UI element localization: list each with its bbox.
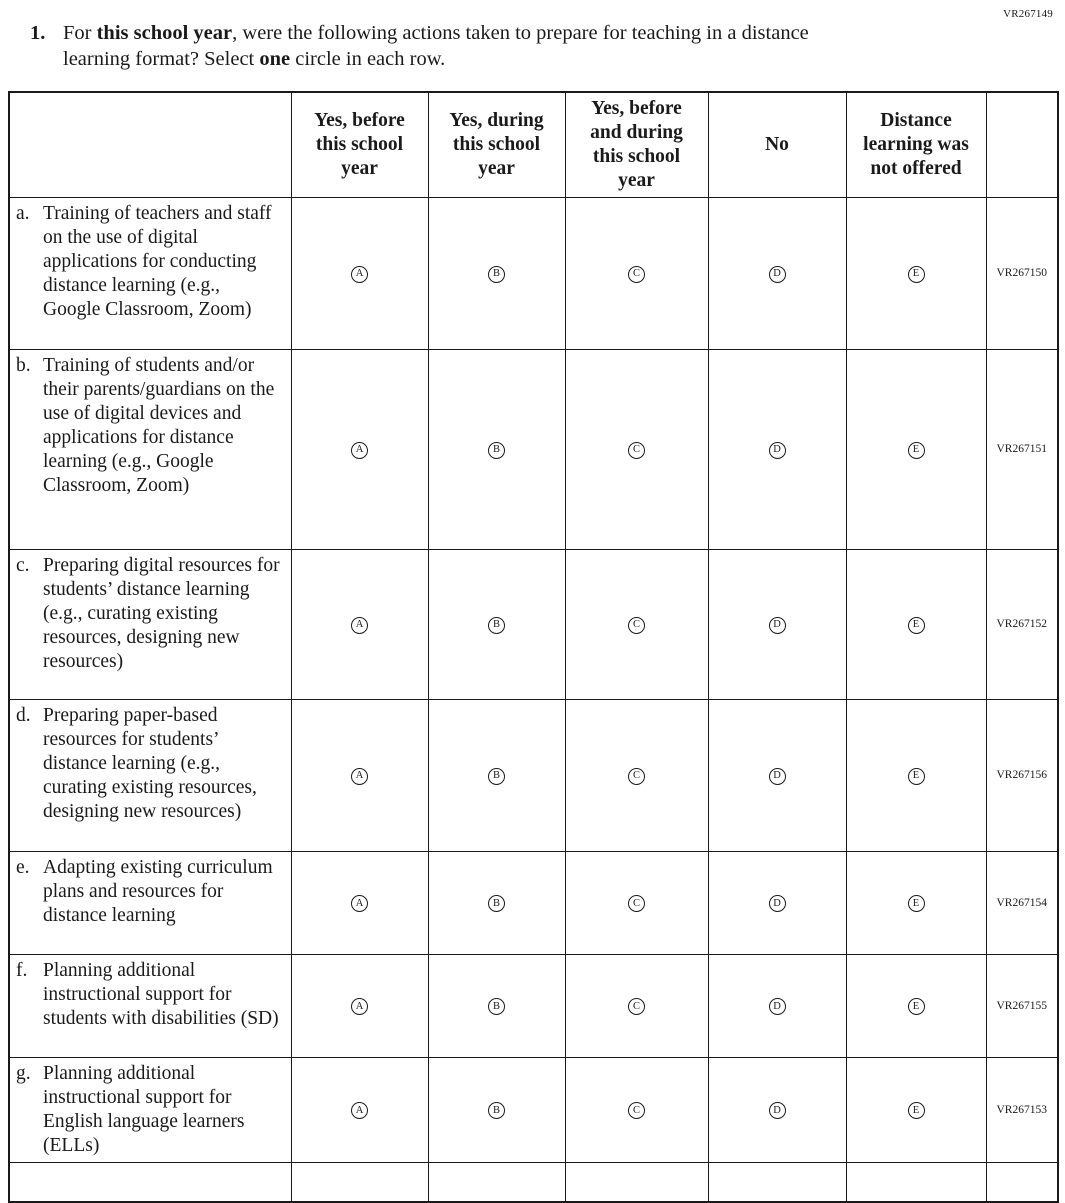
answer-bubble-b[interactable]: B <box>488 617 505 634</box>
answer-bubble-b[interactable]: B <box>488 768 505 785</box>
option-cell-yes-before <box>291 699 428 851</box>
question <box>0 0 1065 72</box>
question-bold-this-school-year: this school year <box>96 22 233 44</box>
option-cell-yes-during <box>428 1057 565 1162</box>
answer-bubble-a[interactable]: A <box>351 442 368 459</box>
option-cell-not-offered <box>846 1057 986 1162</box>
row-code: VR267151 <box>996 443 1047 456</box>
row-stem-cell <box>9 954 291 1057</box>
answer-bubble-a[interactable]: A <box>351 895 368 912</box>
row-stem <box>16 1062 281 1158</box>
answer-bubble-c[interactable]: C <box>628 998 645 1015</box>
row-stem-cell <box>9 349 291 549</box>
header-empty-code <box>986 92 1058 197</box>
answer-bubble-c[interactable]: C <box>628 895 645 912</box>
option-cell-yes-before <box>291 197 428 349</box>
header-yes-during: Yes, during this school year <box>428 92 565 197</box>
answer-bubble-a[interactable]: A <box>351 617 368 634</box>
answer-bubble-d[interactable]: D <box>769 895 786 912</box>
row-code: VR267153 <box>996 1103 1047 1116</box>
row-text: Training of students and/or their parents/guardians on the use of digital devices and applications for distance learning (e.g., Google Classroom, Zoom) <box>43 354 275 496</box>
answer-bubble-d[interactable]: D <box>769 617 786 634</box>
answer-bubble-b[interactable]: B <box>488 895 505 912</box>
answer-bubble-b[interactable]: B <box>488 266 505 283</box>
option-cell-yes-before <box>291 549 428 699</box>
row-stem <box>16 554 281 674</box>
table-row <box>9 1057 1058 1162</box>
table-row <box>9 851 1058 954</box>
form-code: VR267149 <box>1003 8 1053 20</box>
question-table <box>8 91 1059 1203</box>
table-row <box>9 699 1058 851</box>
answer-bubble-c[interactable]: C <box>628 442 645 459</box>
row-letter: c. <box>16 554 30 576</box>
answer-bubble-c[interactable]: C <box>628 1102 645 1119</box>
partial-cell <box>846 1162 986 1202</box>
option-cell-yes-before-and-during <box>565 549 708 699</box>
option-cell-not-offered <box>846 349 986 549</box>
row-letter: e. <box>16 856 30 878</box>
row-stem-cell <box>9 699 291 851</box>
row-letter: b. <box>16 354 31 376</box>
question-bold-one: one <box>259 48 291 71</box>
option-cell-not-offered <box>846 699 986 851</box>
option-cell-yes-before-and-during <box>565 851 708 954</box>
table-row-partial <box>9 1162 1058 1202</box>
header-empty-stem <box>9 92 291 197</box>
row-text: Preparing digital resources for students’ distance learning (e.g., curating existing resources, designing new resources) <box>43 554 280 672</box>
header-yes-before: Yes, before this school year <box>291 92 428 197</box>
answer-bubble-e[interactable]: E <box>908 617 925 634</box>
row-stem-cell <box>9 549 291 699</box>
option-cell-yes-before <box>291 954 428 1057</box>
option-cell-no <box>708 699 846 851</box>
answer-bubble-b[interactable]: B <box>488 1102 505 1119</box>
answer-bubble-e[interactable]: E <box>908 1102 925 1119</box>
option-cell-yes-during <box>428 699 565 851</box>
option-cell-no <box>708 549 846 699</box>
row-stem <box>16 202 281 322</box>
header-no: No <box>708 92 846 197</box>
option-cell-no <box>708 851 846 954</box>
question-seg-2: , were the following actions taken to prepare for teaching in a distance learning format? Select <box>63 22 809 71</box>
row-stem <box>16 704 281 824</box>
row-letter: a. <box>16 202 30 224</box>
option-cell-yes-during <box>428 197 565 349</box>
answer-bubble-d[interactable]: D <box>769 442 786 459</box>
question-number: 1. <box>30 22 46 44</box>
question-seg-3: circle in each row. <box>290 48 446 71</box>
row-text: Adapting existing curriculum plans and resources for distance learning <box>43 856 273 926</box>
row-stem <box>16 354 281 498</box>
row-letter: f. <box>16 959 28 981</box>
partial-cell <box>565 1162 708 1202</box>
table-row <box>9 954 1058 1057</box>
answer-bubble-e[interactable]: E <box>908 442 925 459</box>
row-stem-cell <box>9 1057 291 1162</box>
table-body <box>9 197 1058 1202</box>
partial-cell <box>291 1162 428 1202</box>
answer-bubble-b[interactable]: B <box>488 442 505 459</box>
row-stem-cell <box>9 197 291 349</box>
option-cell-yes-before-and-during <box>565 197 708 349</box>
row-code: VR267150 <box>996 267 1047 280</box>
option-cell-yes-before <box>291 1057 428 1162</box>
option-cell-no <box>708 197 846 349</box>
row-stem <box>16 856 281 928</box>
option-cell-yes-during <box>428 349 565 549</box>
answer-bubble-e[interactable]: E <box>908 998 925 1015</box>
header-yes-before-and-during: Yes, before and during this school year <box>565 92 708 197</box>
row-text: Training of teachers and staff on the use of digital applications for conducting distance learning (e.g., Google Classroom, Zoom) <box>43 202 272 320</box>
answer-bubble-c[interactable]: C <box>628 266 645 283</box>
answer-bubble-d[interactable]: D <box>769 1102 786 1119</box>
header-distance-learning-not-offered: Distance learning was not offered <box>846 92 986 197</box>
row-letter: d. <box>16 704 31 726</box>
option-cell-yes-before-and-during <box>565 699 708 851</box>
answer-bubble-b[interactable]: B <box>488 998 505 1015</box>
option-cell-not-offered <box>846 197 986 349</box>
option-cell-no <box>708 1057 846 1162</box>
row-text: Planning additional instructional support for English language learners (ELLs) <box>43 1062 245 1156</box>
header-row <box>9 92 1058 197</box>
row-code-cell <box>986 349 1058 549</box>
question-seg-1: For <box>63 22 97 44</box>
option-cell-not-offered <box>846 549 986 699</box>
row-stem-cell <box>9 851 291 954</box>
option-cell-yes-during <box>428 851 565 954</box>
answer-bubble-e[interactable]: E <box>908 768 925 785</box>
option-cell-yes-during <box>428 549 565 699</box>
row-code-cell <box>986 1057 1058 1162</box>
answer-bubble-c[interactable]: C <box>628 768 645 785</box>
row-code-cell <box>986 197 1058 349</box>
answer-bubble-e[interactable]: E <box>908 266 925 283</box>
row-code: VR267154 <box>996 896 1047 909</box>
answer-bubble-a[interactable]: A <box>351 266 368 283</box>
table-row <box>9 349 1058 549</box>
answer-bubble-a[interactable]: A <box>351 998 368 1015</box>
question-text <box>63 20 881 72</box>
option-cell-yes-before <box>291 349 428 549</box>
row-code-cell <box>986 549 1058 699</box>
row-code: VR267155 <box>996 999 1047 1012</box>
row-code-cell <box>986 851 1058 954</box>
row-text: Planning additional instructional support for students with disabilities (SD) <box>43 959 279 1029</box>
option-cell-no <box>708 349 846 549</box>
row-stem <box>16 959 281 1031</box>
row-code-cell <box>986 699 1058 851</box>
answer-bubble-a[interactable]: A <box>351 768 368 785</box>
answer-bubble-a[interactable]: A <box>351 1102 368 1119</box>
option-cell-not-offered <box>846 851 986 954</box>
option-cell-yes-before <box>291 851 428 954</box>
answer-bubble-d[interactable]: D <box>769 768 786 785</box>
row-letter: g. <box>16 1062 31 1084</box>
row-code-cell <box>986 954 1058 1057</box>
option-cell-yes-before-and-during <box>565 954 708 1057</box>
option-cell-not-offered <box>846 954 986 1057</box>
option-cell-yes-during <box>428 954 565 1057</box>
row-text: Preparing paper-based resources for students’ distance learning (e.g., curating existing resources, designing new resources) <box>43 704 257 822</box>
table-row <box>9 549 1058 699</box>
answer-bubble-c[interactable]: C <box>628 617 645 634</box>
answer-bubble-d[interactable]: D <box>769 266 786 283</box>
answer-bubble-e[interactable]: E <box>908 895 925 912</box>
answer-bubble-d[interactable]: D <box>769 998 786 1015</box>
partial-cell <box>708 1162 846 1202</box>
row-code: VR267156 <box>996 769 1047 782</box>
option-cell-yes-before-and-during <box>565 1057 708 1162</box>
row-code: VR267152 <box>996 618 1047 631</box>
partial-cell <box>986 1162 1058 1202</box>
partial-cell <box>9 1162 291 1202</box>
table-row <box>9 197 1058 349</box>
option-cell-yes-before-and-during <box>565 349 708 549</box>
option-cell-no <box>708 954 846 1057</box>
partial-cell <box>428 1162 565 1202</box>
